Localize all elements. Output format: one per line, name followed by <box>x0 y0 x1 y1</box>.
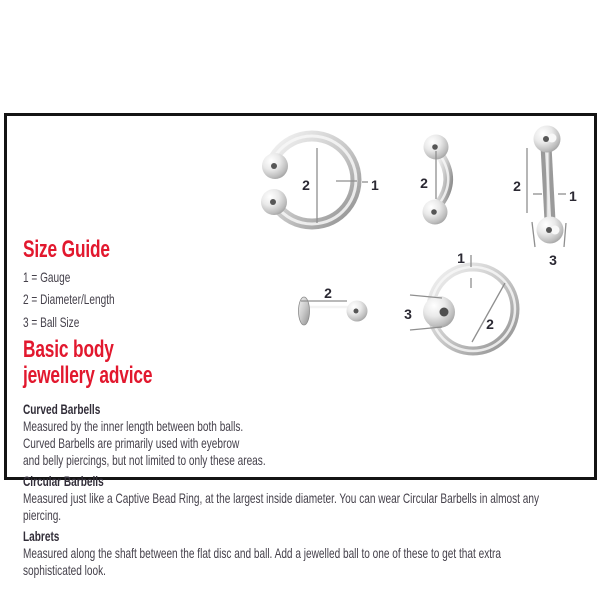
curved-barbell-figure <box>420 135 448 225</box>
legend-ball-size: 3 = Ball Size <box>23 313 80 330</box>
text-line: Measured by the inner length between both balls. <box>23 418 244 434</box>
ball-tick <box>532 222 535 247</box>
length-label: 2 <box>513 178 521 194</box>
gauge-label: 1 <box>569 188 577 204</box>
gauge-label: 1 <box>371 177 379 193</box>
text-line: Measured just like a Captive Bead Ring, at the largest inside diameter. You can wear Circular Barbells in almost any <box>23 490 540 506</box>
text-line: Curved Barbells are primarily used with eyebrow <box>23 435 240 451</box>
straight-barbell-figure <box>513 126 577 269</box>
labrets-heading: Labrets <box>23 528 60 544</box>
advice-title-line1: Basic body <box>23 336 114 363</box>
diameter-label: 2 <box>486 316 494 332</box>
text-line: Measured along the shaft between the flat disc and ball. Add a jewelled ball to one of these to get that extra <box>23 545 502 561</box>
diameter-line <box>472 283 505 342</box>
captive-bead-ring-figure <box>404 250 515 351</box>
gauge-label: 1 <box>457 250 465 266</box>
text-line: piercing. <box>23 507 62 523</box>
ball-label: 3 <box>549 252 557 268</box>
legend-diameter: 2 = Diameter/Length <box>23 291 115 308</box>
ball-label: 3 <box>404 306 412 322</box>
circular-barbell-figure <box>261 136 379 224</box>
length-label: 2 <box>324 285 332 301</box>
text-line: sophisticated look. <box>23 562 106 578</box>
circular-barbells-heading: Circular Barbells <box>23 473 104 489</box>
bead <box>423 296 455 328</box>
legend-gauge: 1 = Gauge <box>23 269 71 285</box>
diameter-label: 2 <box>302 177 310 193</box>
curved-barbells-heading: Curved Barbells <box>23 401 101 417</box>
advice-title-line2: jewellery advice <box>23 362 153 389</box>
labret-figure <box>299 285 368 325</box>
length-label: 2 <box>420 175 428 191</box>
ball-tick <box>564 223 566 247</box>
text-line: and belly piercings, but not limited to only these areas. <box>23 452 266 468</box>
size-guide-title: Size Guide <box>23 236 110 263</box>
